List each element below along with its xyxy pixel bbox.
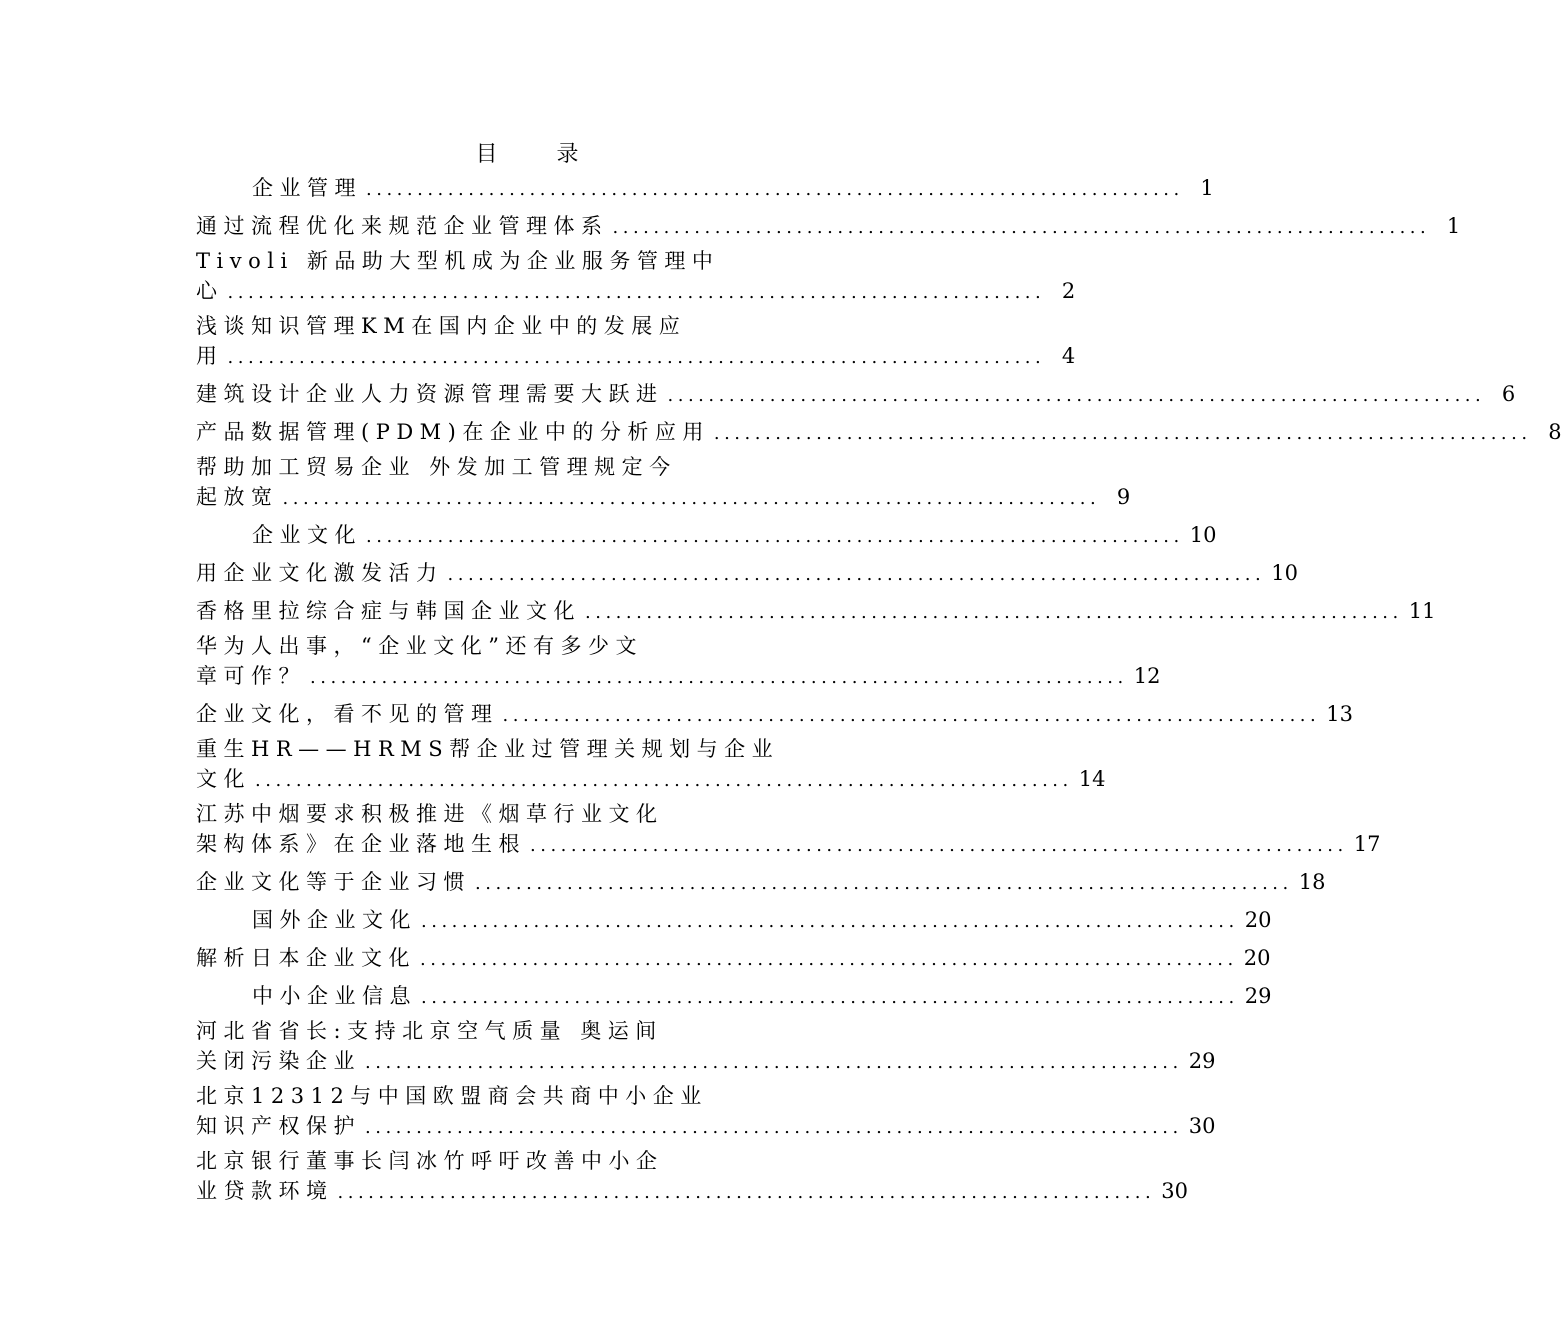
toc-item[interactable]: [196, 557, 1298, 591]
toc-entry-text: 国外企业文化: [252, 908, 417, 932]
page-number: 20: [1243, 946, 1271, 970]
dot-leader: ................................................................................: [421, 911, 1239, 932]
dot-leader: ................................................................................: [475, 873, 1293, 894]
dot-leader: ................................................................................: [366, 526, 1184, 547]
toc-item[interactable]: [196, 454, 1131, 515]
toc-entry-text: 企业文化，看不见的管理: [196, 702, 499, 726]
toc-entry-text: Tivoli 新品助大型机成为企业服务管理中: [196, 249, 720, 273]
dot-leader: ................................................................................: [337, 1182, 1156, 1203]
toc-entry-text: 帮助加工贸易企业 外发加工管理规定今: [196, 455, 677, 479]
dot-leader: ................................................................................: [365, 1052, 1183, 1073]
toc-item[interactable]: [196, 801, 1381, 862]
toc-item[interactable]: [196, 595, 1436, 629]
toc-section[interactable]: [196, 172, 1214, 206]
toc-entry-text: 用: [196, 344, 224, 368]
toc-entry-text: 香格里拉综合症与韩国企业文化: [196, 599, 581, 623]
page-number: 29: [1188, 1049, 1216, 1073]
page-number: 13: [1326, 702, 1353, 726]
dot-leader: ................................................................................: [282, 488, 1101, 509]
page-number: 29: [1244, 984, 1272, 1008]
toc-entry-text: 北京银行董事长闫冰竹呼吁改善中小企: [196, 1149, 664, 1173]
page-number: 8: [1548, 420, 1562, 444]
toc-entry-text: 产品数据管理(PDM)在企业中的分析应用: [196, 420, 710, 444]
page-number: 2: [1061, 279, 1076, 303]
page-number: 17: [1353, 832, 1381, 856]
toc-entry-text: 北京12312与中国欧盟商会共商中小企业: [196, 1084, 708, 1108]
table-of-contents: [196, 138, 1562, 1213]
dot-leader: ................................................................................: [612, 217, 1431, 238]
toc-entry-text: 解析日本企业文化: [196, 946, 416, 970]
dot-leader: ................................................................................: [421, 987, 1239, 1008]
toc-section[interactable]: [196, 519, 1217, 553]
toc-entry-text: 江苏中烟要求积极推进《烟草行业文化: [196, 802, 664, 826]
dot-leader: ................................................................................: [365, 1117, 1183, 1138]
toc-entry-text: 华为人出事，“企业文化”还有多少文: [196, 634, 643, 658]
toc-item[interactable]: [196, 736, 1106, 797]
toc-item[interactable]: [196, 1083, 1216, 1144]
toc-item[interactable]: [196, 942, 1271, 976]
dot-leader: ................................................................................: [502, 705, 1321, 726]
toc-entry-text: 章可作？: [196, 664, 306, 688]
dot-leader: ................................................................................: [227, 347, 1046, 368]
page-number: 18: [1298, 870, 1326, 894]
toc-item[interactable]: [196, 866, 1326, 900]
dot-leader: ................................................................................: [420, 949, 1238, 970]
toc-section[interactable]: [196, 904, 1272, 938]
page-number: 1: [1200, 176, 1214, 200]
page-number: 30: [1161, 1179, 1188, 1203]
toc-title: 目 录: [475, 142, 605, 167]
toc-entry-text: 关闭污染企业: [196, 1049, 361, 1073]
toc-entry-text: 心: [196, 279, 224, 303]
toc-entries: [196, 172, 1562, 1209]
toc-entry-text: 知识产权保护: [196, 1114, 361, 1138]
toc-entry-text: 起放宽: [196, 485, 279, 509]
page-number: 10: [1189, 523, 1217, 547]
toc-entry-text: 通过流程优化来规范企业管理体系: [196, 214, 609, 238]
dot-leader: ................................................................................: [227, 282, 1046, 303]
toc-section[interactable]: [196, 980, 1272, 1014]
toc-entry-text: 用企业文化激发活力: [196, 561, 444, 585]
page-number: 4: [1061, 344, 1076, 368]
dot-leader: ................................................................................: [310, 667, 1128, 688]
toc-entry-text: 文化: [196, 767, 251, 791]
toc-item[interactable]: [196, 633, 1161, 694]
toc-entry-text: 浅谈知识管理KM在国内企业中的发展应: [196, 314, 687, 338]
toc-item[interactable]: [196, 248, 1076, 309]
page-number: 9: [1116, 485, 1131, 509]
toc-entry-text: 重生HR——HRMS帮企业过管理关规划与企业: [196, 737, 780, 761]
toc-entry-text: 企业文化等于企业习惯: [196, 870, 471, 894]
toc-entry-text: 中小企业信息: [252, 984, 417, 1008]
toc-item[interactable]: [196, 1148, 1188, 1209]
dot-leader: ................................................................................: [585, 602, 1403, 623]
dot-leader: ................................................................................: [447, 564, 1266, 585]
dot-leader: ................................................................................: [255, 770, 1073, 791]
toc-item[interactable]: [196, 1018, 1216, 1079]
dot-leader: ................................................................................: [530, 835, 1348, 856]
toc-entry-text: 河北省省长:支持北京空气质量 奥运间: [196, 1019, 663, 1043]
toc-item[interactable]: [196, 698, 1353, 732]
page-number: 30: [1188, 1114, 1216, 1138]
toc-item[interactable]: [196, 416, 1562, 450]
toc-entry-text: 架构体系》在企业落地生根: [196, 832, 526, 856]
toc-item[interactable]: [196, 378, 1516, 412]
page-number: 20: [1244, 908, 1272, 932]
page-number: 6: [1501, 382, 1516, 406]
toc-entry-text: 企业文化: [252, 523, 362, 547]
toc-entry-text: 企业管理: [252, 176, 362, 200]
toc-item[interactable]: [196, 210, 1461, 244]
dot-leader: ................................................................................: [713, 423, 1532, 444]
dot-leader: ................................................................................: [667, 385, 1486, 406]
page-number: 14: [1078, 767, 1106, 791]
page-number: 10: [1271, 561, 1298, 585]
toc-entry-text: 建筑设计企业人力资源管理需要大跃进: [196, 382, 664, 406]
page-number: 12: [1133, 664, 1161, 688]
toc-item[interactable]: [196, 313, 1076, 374]
page-number: 1: [1446, 214, 1461, 238]
dot-leader: ................................................................................: [366, 179, 1184, 200]
toc-entry-text: 业贷款环境: [196, 1179, 334, 1203]
page-number: 11: [1408, 599, 1436, 623]
